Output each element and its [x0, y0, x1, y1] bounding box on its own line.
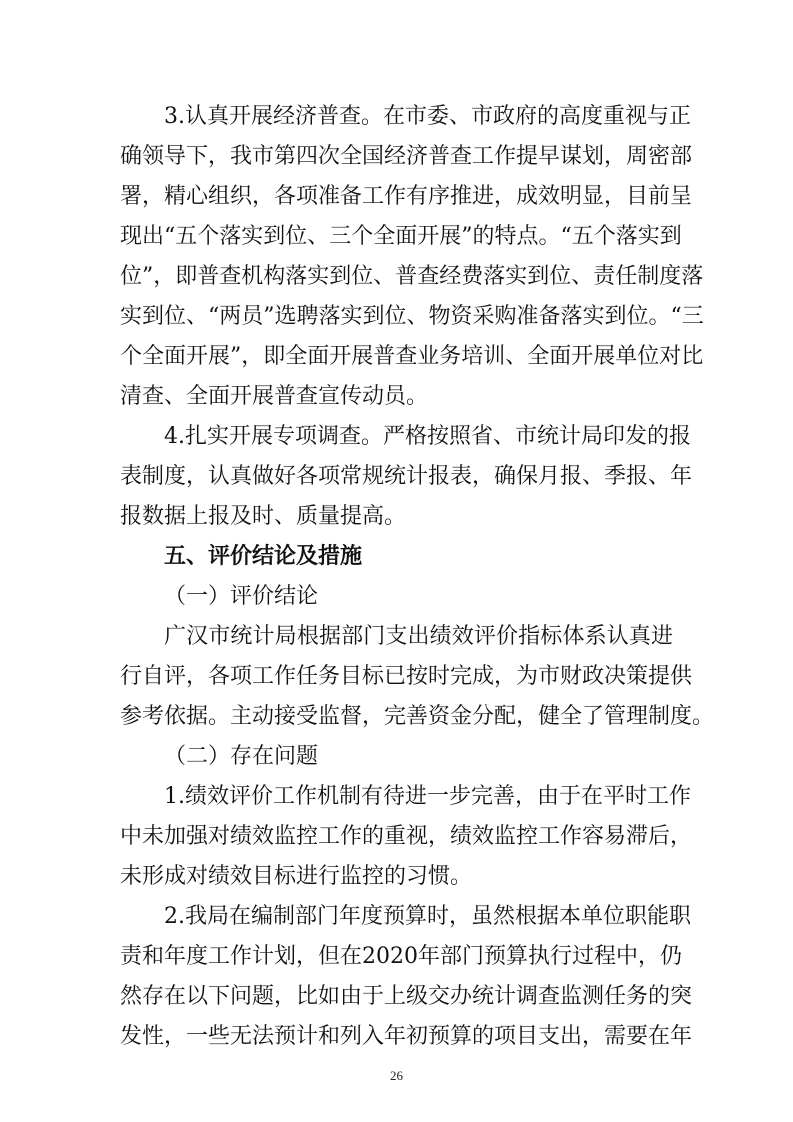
paragraph-line: 确领导下，我市第四次全国经济普查工作提早谋划，周密部 — [120, 144, 693, 169]
subsection-heading: （二）存在问题 — [164, 744, 319, 769]
paragraph-line: 4.扎实开展专项调查。严格按照省、市统计局印发的报 — [164, 424, 691, 449]
paragraph-line: 实到位、“两员”选聘落实到位、物资采购准备落实到位。“三 — [120, 304, 704, 329]
paragraph-line: 2.我局在编制部门年度预算时，虽然根据本单位职能职 — [164, 904, 691, 929]
paragraph-line: 责和年度工作计划，但在2020年部门预算执行过程中，仍 — [120, 944, 682, 969]
paragraph-line: 广汉市统计局根据部门支出绩效评价指标体系认真进 — [164, 624, 673, 649]
paragraph-line: 清查、全面开展普查宣传动员。 — [120, 384, 429, 409]
page-number: 26 — [390, 1068, 403, 1083]
subsection-heading: （一）评价结论 — [164, 584, 319, 609]
paragraph-line: 署，精心组织，各项准备工作有序推进，成效明显，目前呈 — [120, 184, 693, 209]
paragraph-line: 然存在以下问题，比如由于上级交办统计调查监测任务的突 — [120, 984, 693, 1009]
paragraph-line: 个全面开展”，即全面开展普查业务培训、全面开展单位对比 — [120, 344, 704, 369]
paragraph-line: 3.认真开展经济普查。在市委、市政府的高度重视与正 — [164, 104, 691, 129]
paragraph-line: 位”，即普查机构落实到位、普查经费落实到位、责任制度落 — [120, 264, 704, 289]
paragraph-line: 报数据上报及时、质量提高。 — [120, 504, 407, 529]
paragraph-line: 未形成对绩效目标进行监控的习惯。 — [120, 864, 473, 889]
section-heading: 五、评价结论及措施 — [164, 544, 363, 569]
paragraph-line: 中未加强对绩效监控工作的重视，绩效监控工作容易滞后， — [120, 824, 693, 849]
paragraph-line: 现出“五个落实到位、三个全面开展”的特点。“五个落实到 — [120, 224, 682, 249]
paragraph-line: 参考依据。主动接受监督，完善资金分配，健全了管理制度。 — [120, 704, 715, 729]
paragraph-line: 1.绩效评价工作机制有待进一步完善，由于在平时工作 — [164, 784, 691, 809]
paragraph-line: 行自评，各项工作任务目标已按时完成，为市财政决策提供 — [120, 664, 693, 689]
paragraph-line: 发性，一些无法预计和列入年初预算的项目支出，需要在年 — [120, 1024, 693, 1049]
paragraph-line: 表制度，认真做好各项常规统计报表，确保月报、季报、年 — [120, 464, 693, 489]
